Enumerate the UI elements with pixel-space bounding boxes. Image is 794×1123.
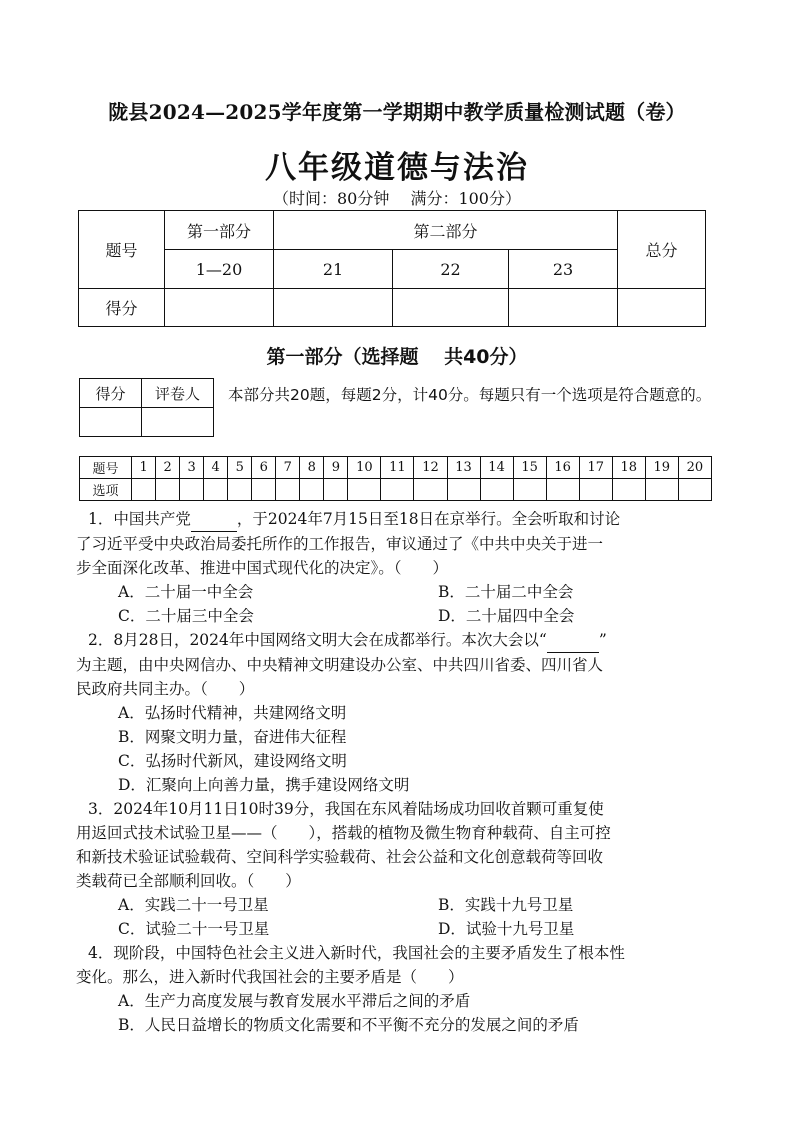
question-4 bbox=[76, 941, 728, 1037]
score-cell[interactable] bbox=[165, 289, 274, 327]
answer-cell[interactable] bbox=[678, 479, 711, 501]
answer-table bbox=[79, 456, 712, 501]
question-3 bbox=[76, 797, 728, 941]
answer-number: 11 bbox=[381, 457, 414, 479]
part1-description: 本部分共20题，每题2分，计40分。每题只有一个选项是符合题意的。 bbox=[228, 386, 712, 404]
score-cell[interactable] bbox=[393, 289, 509, 327]
option-a: A．实践二十一号卫星 bbox=[118, 896, 269, 914]
question-text: 了习近平受中央政治局委托所作的工作报告，审议通过了《中共中央关于进一 bbox=[76, 535, 604, 553]
time-info: （时间：80分钟 满分：100分） bbox=[273, 189, 521, 208]
answer-cell[interactable] bbox=[414, 479, 447, 501]
score-table-q22: 22 bbox=[393, 250, 509, 289]
option-a: A．生产力高度发展与教育发展水平滞后之间的矛盾 bbox=[118, 992, 471, 1010]
answer-number: 20 bbox=[678, 457, 711, 479]
answer-cell[interactable] bbox=[300, 479, 324, 501]
option-a: A．二十届一中全会 bbox=[118, 583, 254, 601]
answer-cell[interactable] bbox=[180, 479, 204, 501]
answer-cell[interactable] bbox=[324, 479, 348, 501]
score-table-part2: 第二部分 bbox=[274, 211, 618, 250]
answer-cell[interactable] bbox=[204, 479, 228, 501]
answer-number: 19 bbox=[645, 457, 678, 479]
answer-table-label-xuanxiang: 选项 bbox=[80, 479, 132, 501]
answer-number: 15 bbox=[513, 457, 546, 479]
answer-cell[interactable] bbox=[579, 479, 612, 501]
answer-number: 3 bbox=[180, 457, 204, 479]
answer-number: 13 bbox=[447, 457, 480, 479]
grader-table bbox=[79, 378, 214, 437]
option-d: D．汇聚向上向善力量，携手建设网络文明 bbox=[118, 776, 410, 794]
answer-cell[interactable] bbox=[447, 479, 480, 501]
answer-number: 16 bbox=[546, 457, 579, 479]
option-a: A．弘扬时代精神，共建网络文明 bbox=[118, 704, 347, 722]
grader-score-cell[interactable] bbox=[80, 408, 142, 437]
question-1 bbox=[76, 507, 728, 628]
answer-cell[interactable] bbox=[546, 479, 579, 501]
answer-cell[interactable] bbox=[480, 479, 513, 501]
answer-cell[interactable] bbox=[645, 479, 678, 501]
answer-number: 8 bbox=[300, 457, 324, 479]
answer-cell[interactable] bbox=[513, 479, 546, 501]
option-b: B．网聚文明力量，奋进伟大征程 bbox=[118, 728, 347, 746]
score-cell[interactable] bbox=[274, 289, 393, 327]
question-text: 4．现阶段，中国特色社会主义进入新时代，我国社会的主要矛盾发生了根本性 bbox=[88, 944, 625, 962]
option-d: D．试验十九号卫星 bbox=[438, 920, 575, 938]
question-2 bbox=[76, 628, 728, 797]
grader-table-defen: 得分 bbox=[80, 379, 142, 408]
question-text: 步全面深化改革、推进中国式现代化的决定》。（ ） bbox=[76, 559, 449, 577]
answer-cell[interactable] bbox=[612, 479, 645, 501]
exam-header: 陇县2024—2025学年度第一学期期中教学质量检测试题（卷） bbox=[108, 100, 686, 124]
answer-blank bbox=[191, 507, 237, 532]
option-b: B．实践十九号卫星 bbox=[438, 896, 574, 914]
answer-number: 1 bbox=[132, 457, 156, 479]
score-table-part1: 第一部分 bbox=[165, 211, 274, 250]
questions bbox=[76, 507, 728, 1037]
score-cell[interactable] bbox=[509, 289, 618, 327]
grader-table-pingjuanren: 评卷人 bbox=[142, 379, 214, 408]
answer-number: 9 bbox=[324, 457, 348, 479]
question-text: 3．2024年10月11日10时39分，我国在东风着陆场成功回收首颗可重复使 bbox=[88, 800, 604, 818]
question-text: ” bbox=[598, 631, 607, 649]
answer-number: 17 bbox=[579, 457, 612, 479]
question-text: 类载荷已全部顺利回收。（ ） bbox=[76, 872, 301, 890]
answer-cell[interactable] bbox=[156, 479, 180, 501]
answer-number: 5 bbox=[228, 457, 252, 479]
answer-cell[interactable] bbox=[228, 479, 252, 501]
answer-cell[interactable] bbox=[252, 479, 276, 501]
grader-name-cell[interactable] bbox=[142, 408, 214, 437]
answer-number: 6 bbox=[252, 457, 276, 479]
question-text: 1．中国共产党 bbox=[88, 510, 191, 528]
part1-title: 第一部分（选择题 共40分） bbox=[266, 346, 528, 368]
score-table-label-defen: 得分 bbox=[79, 289, 165, 327]
answer-number: 18 bbox=[612, 457, 645, 479]
question-text: 用返回式技术试验卫星——（ ），搭载的植物及微生物育种载荷、自主可控 bbox=[76, 824, 611, 842]
question-text: 民政府共同主办。（ ） bbox=[76, 680, 255, 698]
answer-number: 4 bbox=[204, 457, 228, 479]
question-text: 和新技术验证试验载荷、空间科学实验载荷、社会公益和文化创意载荷等回收 bbox=[76, 848, 604, 866]
answer-cell[interactable] bbox=[132, 479, 156, 501]
question-text: 2．8月28日，2024年中国网络文明大会在成都举行。本次大会以“ bbox=[88, 631, 547, 649]
answer-blank bbox=[547, 628, 599, 653]
score-table-range1: 1—20 bbox=[165, 250, 274, 289]
question-text: ，于2024年7月15日至18日在京举行。全会听取和讨论 bbox=[236, 510, 621, 528]
question-text: 变化。那么，进入新时代我国社会的主要矛盾是（ ） bbox=[76, 968, 464, 986]
answer-number: 7 bbox=[276, 457, 300, 479]
answer-number: 12 bbox=[414, 457, 447, 479]
score-table bbox=[78, 210, 706, 327]
exam-title: 八年级道德与法治 bbox=[265, 150, 529, 186]
option-b: B．人民日益增长的物质文化需要和不平衡不充分的发展之间的矛盾 bbox=[118, 1016, 579, 1034]
score-table-q21: 21 bbox=[274, 250, 393, 289]
answer-number: 2 bbox=[156, 457, 180, 479]
option-c: C．二十届三中全会 bbox=[118, 607, 254, 625]
answer-number: 14 bbox=[480, 457, 513, 479]
answer-cell[interactable] bbox=[348, 479, 381, 501]
option-d: D．二十届四中全会 bbox=[438, 607, 575, 625]
answer-cell[interactable] bbox=[276, 479, 300, 501]
score-table-q23: 23 bbox=[509, 250, 618, 289]
score-table-label-tihao: 题号 bbox=[79, 211, 165, 289]
question-text: 为主题，由中央网信办、中央精神文明建设办公室、中共四川省委、四川省人 bbox=[76, 656, 604, 674]
option-b: B．二十届二中全会 bbox=[438, 583, 574, 601]
option-c: C．试验二十一号卫星 bbox=[118, 920, 270, 938]
score-cell[interactable] bbox=[618, 289, 706, 327]
option-c: C．弘扬时代新风，建设网络文明 bbox=[118, 752, 347, 770]
answer-number: 10 bbox=[348, 457, 381, 479]
answer-cell[interactable] bbox=[381, 479, 414, 501]
score-table-total: 总分 bbox=[618, 211, 706, 289]
answer-table-label-tihao: 题号 bbox=[80, 457, 132, 479]
